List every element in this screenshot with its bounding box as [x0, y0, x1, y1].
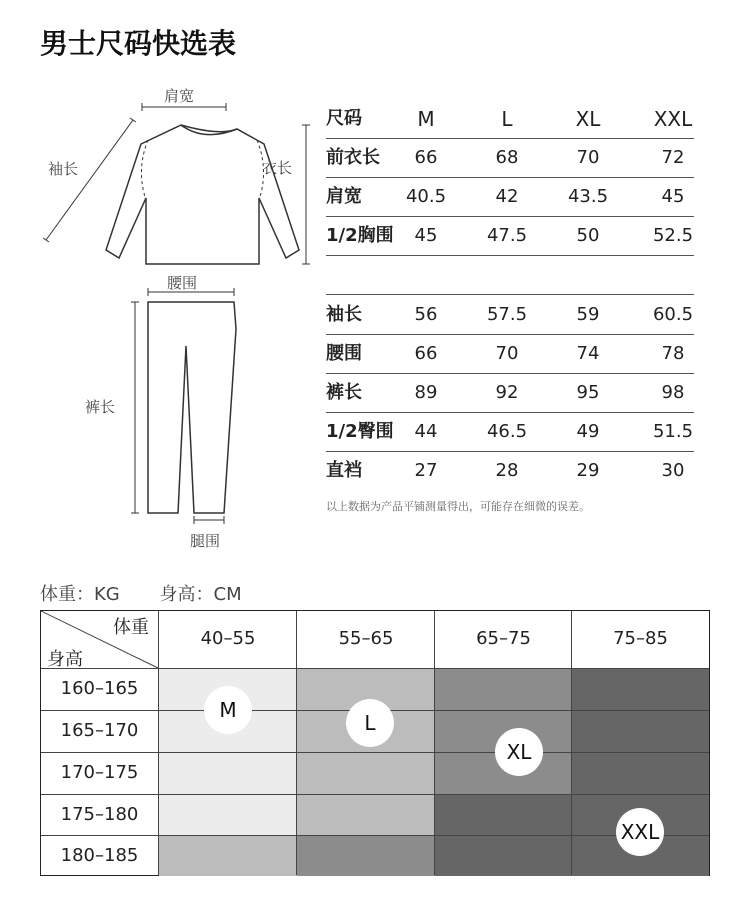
- table-cell: 45: [414, 225, 438, 246]
- pants-outline: [148, 302, 236, 513]
- table-cell: 52.5: [652, 225, 694, 246]
- table-cell: 70: [495, 343, 519, 364]
- size-badge-l: L: [346, 699, 394, 747]
- zone-l: [297, 795, 435, 836]
- row-label: 袖长: [326, 304, 362, 325]
- table-cell: 59: [576, 304, 600, 325]
- weight-header: 40–55: [200, 628, 256, 649]
- table-row: [326, 452, 694, 490]
- corner-height-label: 身高: [47, 649, 83, 670]
- size-table-header: [326, 100, 694, 139]
- leg-label: 腿围: [190, 532, 221, 550]
- table-cell: 66: [414, 147, 438, 168]
- zone-xl: [435, 668, 572, 795]
- table-cell: 47.5: [486, 225, 528, 246]
- height-row-label: 175–180: [60, 804, 139, 825]
- table-row: [326, 413, 694, 452]
- table-cell: 66: [414, 343, 438, 364]
- table-cell: 68: [495, 147, 519, 168]
- header-cell: L: [501, 107, 513, 131]
- table-divider: [326, 294, 694, 295]
- table-cell: 42: [495, 186, 519, 207]
- table-cell: 40.5: [405, 186, 447, 207]
- weight-header: 65–75: [476, 628, 531, 649]
- weight-unit: 体重：KG: [40, 584, 120, 605]
- table-cell: 74: [576, 343, 600, 364]
- table-cell: 60.5: [652, 304, 694, 325]
- page-title: 男士尺码快选表: [40, 27, 237, 60]
- pants-length-label: 裤长: [85, 398, 116, 416]
- table-row: [326, 178, 694, 217]
- table-row: [326, 335, 694, 374]
- units-legend: [40, 580, 276, 606]
- header-cell: XXL: [653, 107, 693, 131]
- shirt-outline: [106, 125, 299, 264]
- corner-weight-label: 体重: [113, 617, 149, 638]
- table-cell: 70: [576, 147, 600, 168]
- garment-diagram: [36, 80, 326, 560]
- table-cell: 51.5: [652, 421, 694, 442]
- row-label: 腰围: [326, 343, 362, 364]
- size-badge-m: M: [204, 686, 252, 734]
- zone-xl: [297, 836, 435, 876]
- header-cell: M: [417, 107, 435, 131]
- table-row: [326, 217, 694, 256]
- row-label: 前衣长: [326, 147, 380, 168]
- table-cell: 92: [495, 382, 519, 403]
- table-cell: 30: [661, 460, 685, 481]
- row-label: 1/2胸围: [326, 225, 394, 246]
- zone-l: [159, 836, 297, 876]
- size-badge-xxl: XXL: [616, 808, 664, 856]
- header-cell: XL: [575, 107, 601, 131]
- table-row: [326, 296, 694, 335]
- table-row: [326, 139, 694, 178]
- table-cell: 45: [661, 186, 685, 207]
- height-row-label: 160–165: [60, 678, 139, 699]
- header-cell: 尺码: [326, 108, 362, 129]
- waist-label: 腰围: [167, 274, 198, 292]
- sleeve-length-label: 袖长: [48, 160, 79, 178]
- height-row-label: 170–175: [60, 762, 139, 783]
- row-label: 裤长: [326, 382, 362, 403]
- size-badge-xl: XL: [495, 728, 543, 776]
- table-cell: 43.5: [567, 186, 609, 207]
- table-cell: 89: [414, 382, 438, 403]
- size-recommendation-grid: [40, 610, 710, 876]
- zone-m: [159, 795, 297, 836]
- table-cell: 57.5: [486, 304, 528, 325]
- table-note: 以上数据为产品平铺测量得出，可能存在细微的误差。: [326, 500, 590, 513]
- weight-header: 55–65: [338, 628, 394, 649]
- table-cell: 46.5: [486, 421, 528, 442]
- table-cell: 95: [576, 382, 600, 403]
- table-cell: 29: [576, 460, 600, 481]
- table-cell: 56: [414, 304, 438, 325]
- table-cell: 49: [576, 421, 600, 442]
- table-cell: 28: [495, 460, 519, 481]
- row-label: 直裆: [326, 460, 362, 481]
- garment-length-label: 衣长: [262, 159, 293, 177]
- table-row: [326, 374, 694, 413]
- table-cell: 44: [414, 421, 438, 442]
- table-cell: 50: [576, 225, 600, 246]
- shoulder-width-label: 肩宽: [164, 87, 195, 105]
- weight-header: 75–85: [613, 628, 668, 649]
- height-row-label: 165–170: [60, 720, 139, 741]
- height-unit: 身高：CM: [159, 584, 242, 605]
- table-cell: 98: [661, 382, 685, 403]
- table-cell: 72: [661, 147, 685, 168]
- row-label: 1/2臀围: [326, 421, 394, 442]
- table-cell: 27: [414, 460, 438, 481]
- table-cell: 78: [661, 343, 685, 364]
- height-row-label: 180–185: [60, 845, 139, 866]
- row-label: 肩宽: [326, 186, 362, 207]
